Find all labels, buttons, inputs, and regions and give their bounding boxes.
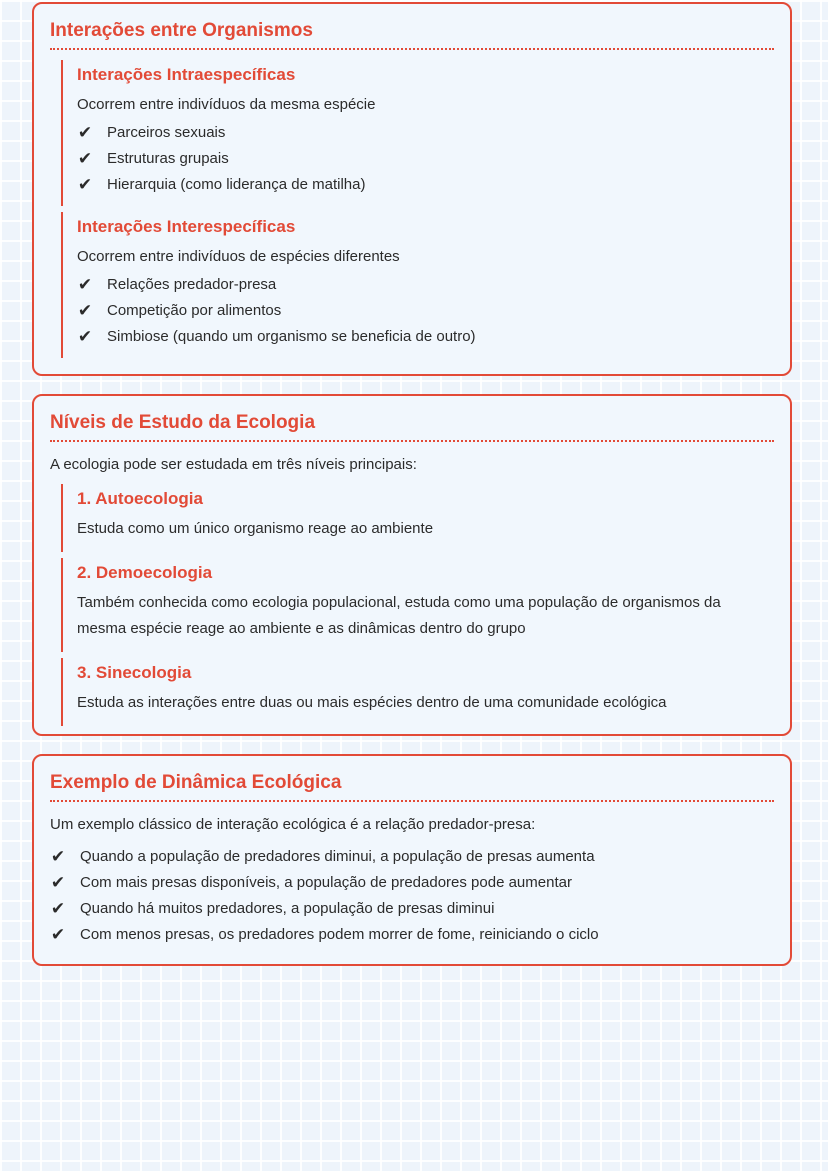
check-icon: ✔ <box>50 899 66 918</box>
list-item <box>77 172 774 198</box>
list-item <box>50 870 774 896</box>
inter-section <box>61 212 774 358</box>
list-item-text: Quando a população de predadores diminui, a população de presas aumenta <box>80 848 595 865</box>
level-autoecologia <box>61 484 774 552</box>
check-icon: ✔ <box>77 123 93 142</box>
check-icon: ✔ <box>77 301 93 320</box>
list-item <box>50 844 774 870</box>
intra-title: Interações Intraespecíficas <box>77 65 296 84</box>
level-sinecologia <box>61 658 774 726</box>
levels-card <box>32 394 792 736</box>
inter-title: Interações Interespecíficas <box>77 217 296 236</box>
inter-list <box>77 272 774 350</box>
level-desc: Estuda como um único organismo reage ao ambiente <box>77 520 434 537</box>
list-item <box>77 272 774 298</box>
level-title: 2. Demoecologia <box>77 563 213 582</box>
list-item-text: Com mais presas disponíveis, a população de predadores pode aumentar <box>80 874 572 891</box>
list-item-text: Estruturas grupais <box>107 150 229 167</box>
levels-intro: A ecologia pode ser estudada em três níveis principais: <box>50 456 417 473</box>
level-desc: Estuda as interações entre duas ou mais espécies dentro de uma comunidade ecológica <box>77 694 667 711</box>
check-icon: ✔ <box>77 175 93 194</box>
level-title: 3. Sinecologia <box>77 663 192 682</box>
list-item <box>50 922 774 948</box>
intra-section <box>61 60 774 206</box>
list-item-text: Parceiros sexuais <box>107 124 226 141</box>
level-demoecologia <box>61 558 774 652</box>
list-item <box>77 120 774 146</box>
intra-list <box>77 120 774 198</box>
list-item <box>77 146 774 172</box>
check-icon: ✔ <box>50 847 66 866</box>
level-desc: Também conhecida como ecologia populacional, estuda como uma população de organismos da mesma espécie reage ao ambiente e as dinâmicas dentro do grupo <box>77 594 721 637</box>
list-item-text: Hierarquia (como liderança de matilha) <box>107 176 366 193</box>
list-item-text: Com menos presas, os predadores podem morrer de fome, reiniciando o ciclo <box>80 926 599 943</box>
list-item-text: Competição por alimentos <box>107 302 282 319</box>
example-list <box>50 844 774 948</box>
levels-title: Níveis de Estudo da Ecologia <box>50 410 774 442</box>
example-title: Exemplo de Dinâmica Ecológica <box>50 770 774 802</box>
check-icon: ✔ <box>50 925 66 944</box>
list-item-text: Relações predador-presa <box>107 276 277 293</box>
intra-desc: Ocorrem entre indivíduos da mesma espécie <box>77 96 376 113</box>
level-title: 1. Autoecologia <box>77 489 203 508</box>
list-item <box>77 298 774 324</box>
example-intro: Um exemplo clássico de interação ecológica é a relação predador-presa: <box>50 816 536 833</box>
check-icon: ✔ <box>77 275 93 294</box>
list-item-text: Simbiose (quando um organismo se beneficia de outro) <box>107 328 476 345</box>
list-item <box>77 324 774 350</box>
interactions-card <box>32 2 792 376</box>
check-icon: ✔ <box>77 149 93 168</box>
list-item-text: Quando há muitos predadores, a população de presas diminui <box>80 900 495 917</box>
check-icon: ✔ <box>50 873 66 892</box>
check-icon: ✔ <box>77 327 93 346</box>
inter-desc: Ocorrem entre indivíduos de espécies diferentes <box>77 248 400 265</box>
list-item <box>50 896 774 922</box>
example-card <box>32 754 792 966</box>
interactions-title: Interações entre Organismos <box>50 18 774 50</box>
